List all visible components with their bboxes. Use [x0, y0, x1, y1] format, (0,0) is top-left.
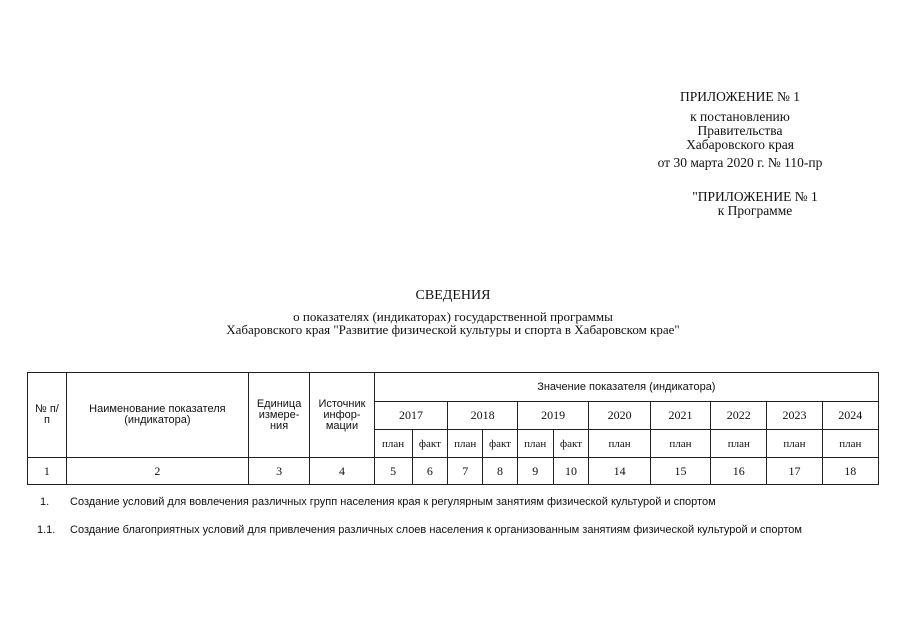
approval-text: Правительства	[697, 123, 783, 138]
appendix-title: "ПРИЛОЖЕНИЕ № 1	[692, 189, 818, 204]
appendix-block	[655, 190, 855, 218]
column-number: 8	[483, 458, 518, 485]
column-number: 15	[650, 458, 710, 485]
column-number: 2	[66, 458, 248, 485]
year-cell: 2017	[374, 402, 448, 430]
plan-fact-cell: план	[822, 430, 878, 458]
column-number: 17	[767, 458, 822, 485]
appendix-text: к Программе	[717, 203, 793, 218]
plan-fact-cell: план	[767, 430, 822, 458]
year-cell: 2021	[650, 402, 710, 430]
year-cell: 2024	[822, 402, 878, 430]
approval-block	[640, 90, 840, 170]
approval-text: к постановлению	[690, 109, 790, 124]
column-number: 5	[374, 458, 412, 485]
plan-fact-cell: план	[374, 430, 412, 458]
approval-date: от 30 марта 2020 г. № 110-пр	[657, 155, 823, 170]
indicators-table	[27, 372, 879, 485]
column-number: 6	[412, 458, 448, 485]
section-text: Создание условий для вовлечения различных групп населения края к регулярным занятиям физической культурой и спортом	[70, 496, 716, 508]
section-number: 1.1.	[37, 524, 56, 536]
column-number: 7	[448, 458, 483, 485]
year-cell: 2019	[517, 402, 589, 430]
column-number: 9	[517, 458, 553, 485]
plan-fact-cell: план	[650, 430, 710, 458]
subtitle-line: Хабаровского края "Развитие физической культуры и спорта в Хабаровском крае"	[226, 322, 680, 337]
col-header-unit: Единица измере-ния	[248, 373, 309, 458]
col-header-source: Источник инфор-мации	[310, 373, 374, 458]
col-header-num: № п/п	[28, 373, 67, 458]
column-number: 10	[553, 458, 589, 485]
plan-fact-cell: факт	[553, 430, 589, 458]
year-cell: 2022	[711, 402, 767, 430]
document-subtitle	[110, 310, 796, 336]
column-number: 16	[711, 458, 767, 485]
plan-fact-cell: план	[448, 430, 483, 458]
column-number: 14	[589, 458, 650, 485]
year-cell: 2023	[767, 402, 822, 430]
section-number: 1.	[40, 496, 50, 508]
approval-text: Хабаровского края	[686, 137, 794, 152]
plan-fact-cell: факт	[483, 430, 518, 458]
document-title: СВЕДЕНИЯ	[415, 288, 491, 303]
plan-fact-cell: план	[517, 430, 553, 458]
plan-fact-cell: план	[711, 430, 767, 458]
subtitle-line: о показателях (индикаторах) государственной программы	[293, 309, 613, 324]
section-text: Создание благоприятных условий для привлечения различных слоев населения к организованным занятиям физической культурой и спортом	[70, 524, 802, 536]
col-header-name: Наименование показателя (индикатора)	[66, 373, 248, 458]
table-header-row	[28, 373, 879, 402]
approval-title: ПРИЛОЖЕНИЕ № 1	[679, 89, 801, 104]
plan-fact-cell: факт	[412, 430, 448, 458]
year-cell: 2018	[448, 402, 518, 430]
column-number: 1	[28, 458, 67, 485]
plan-fact-cell: план	[589, 430, 650, 458]
column-number: 18	[822, 458, 878, 485]
col-header-value: Значение показателя (индикатора)	[374, 373, 878, 402]
year-cell: 2020	[589, 402, 650, 430]
column-number: 4	[310, 458, 374, 485]
column-number-row	[28, 458, 879, 485]
column-number: 3	[248, 458, 309, 485]
